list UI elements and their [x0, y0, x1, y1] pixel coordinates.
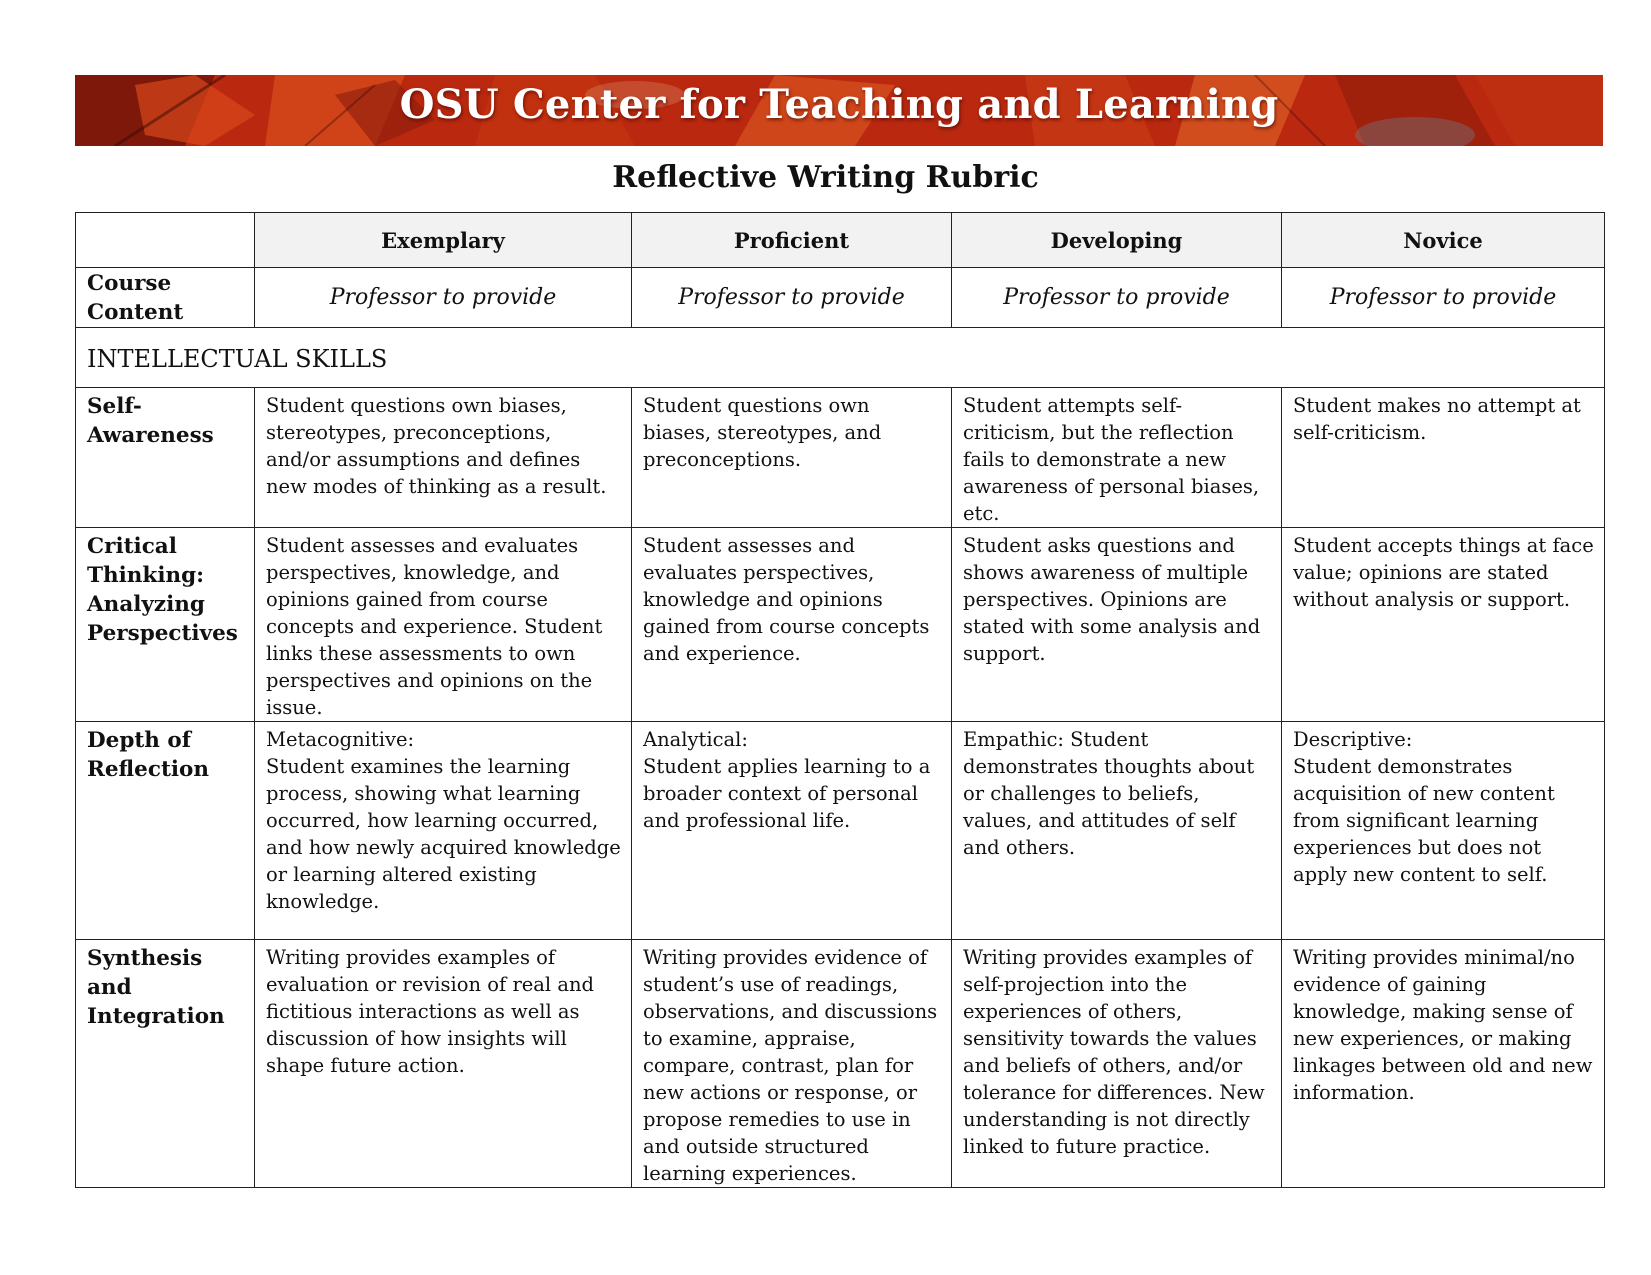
- course-content-exemplary: Professor to provide: [255, 268, 632, 328]
- cell-proficient: [632, 722, 952, 940]
- cell-novice: [1282, 722, 1605, 940]
- cell-developing: Writing provides examples of self-projection into the experiences of others, sensitivity towards the values and beliefs of others, and/or tolerance for differences. New understanding is not directly linked to future practice.: [952, 940, 1282, 1188]
- cell-exemplary: Student questions own biases, stereotypes, preconceptions, and/or assumptions and defines new modes of thinking as a result.: [255, 388, 632, 528]
- level-header-novice: Novice: [1282, 213, 1605, 268]
- cell-novice: Student makes no attempt at self-criticism.: [1282, 388, 1605, 528]
- course-content-row: [76, 268, 1605, 328]
- cell-type-label: Metacognitive:: [266, 728, 415, 751]
- section-heading-intellectual-skills: INTELLECTUAL SKILLS: [76, 328, 1605, 388]
- cell-type-label: Descriptive:: [1293, 728, 1413, 751]
- cell-proficient: Student questions own biases, stereotypes, and preconceptions.: [632, 388, 952, 528]
- course-content-novice: Professor to provide: [1282, 268, 1605, 328]
- cell-type-label: Empathic:: [963, 728, 1064, 751]
- cell-description: Student demonstrates thoughts about or challenges to beliefs, values, and attitudes of self and others.: [963, 728, 1255, 859]
- row-label-synthesis-and-integration: Synthesis and Integration: [76, 940, 255, 1188]
- row-label-course-content: Course Content: [76, 268, 255, 328]
- level-header-exemplary: Exemplary: [255, 213, 632, 268]
- cell-exemplary: Student assesses and evaluates perspectives, knowledge, and opinions gained from course concepts and experience. Student links these assessments to own perspectives and opinions on the issue.: [255, 528, 632, 722]
- table-row: [76, 722, 1605, 940]
- header-banner: [75, 75, 1603, 146]
- header-row: [76, 213, 1605, 268]
- course-content-proficient: Professor to provide: [632, 268, 952, 328]
- cell-developing: Student asks questions and shows awareness of multiple perspectives. Opinions are stated with some analysis and support.: [952, 528, 1282, 722]
- cell-proficient: Student assesses and evaluates perspectives, knowledge and opinions gained from course concepts and experience.: [632, 528, 952, 722]
- cell-exemplary: Writing provides examples of evaluation or revision of real and fictitious interactions as well as discussion of how insights will shape future action.: [255, 940, 632, 1188]
- row-label-self-awareness: Self-Awareness: [76, 388, 255, 528]
- cell-description: Student demonstrates acquisition of new content from significant learning experiences but does not apply new content to self.: [1293, 755, 1555, 886]
- row-label-critical-thinking: Critical Thinking: Analyzing Perspectives: [76, 528, 255, 722]
- banner-title: OSU Center for Teaching and Learning: [399, 81, 1279, 128]
- corner-cell: [76, 213, 255, 268]
- cell-developing: [952, 722, 1282, 940]
- cell-description: Student applies learning to a broader context of personal and professional life.: [643, 755, 931, 832]
- cell-developing: Student attempts self-criticism, but the reflection fails to demonstrate a new awareness of personal biases, etc.: [952, 388, 1282, 528]
- cell-novice: Writing provides minimal/no evidence of gaining knowledge, making sense of new experiences, or making linkages between old and new information.: [1282, 940, 1605, 1188]
- course-content-developing: Professor to provide: [952, 268, 1282, 328]
- level-header-developing: Developing: [952, 213, 1282, 268]
- cell-proficient: Writing provides evidence of student’s use of readings, observations, and discussions to examine, appraise, compare, contrast, plan for new actions or response, or propose remedies to use in and outside structured learning experiences.: [632, 940, 952, 1188]
- rubric-table: [75, 212, 1605, 1188]
- cell-novice: Student accepts things at face value; opinions are stated without analysis or support.: [1282, 528, 1605, 722]
- section-row: [76, 328, 1605, 388]
- table-row: [76, 940, 1605, 1188]
- level-header-proficient: Proficient: [632, 213, 952, 268]
- table-row: [76, 388, 1605, 528]
- row-label-depth-of-reflection: Depth of Reflection: [76, 722, 255, 940]
- cell-exemplary: [255, 722, 632, 940]
- table-row: [76, 528, 1605, 722]
- cell-type-label: Analytical:: [643, 728, 748, 751]
- cell-description: Student examines the learning process, showing what learning occurred, how learning occurred, and how newly acquired knowledge or learning altered existing knowledge.: [266, 755, 621, 913]
- document-title: Reflective Writing Rubric: [612, 160, 1039, 195]
